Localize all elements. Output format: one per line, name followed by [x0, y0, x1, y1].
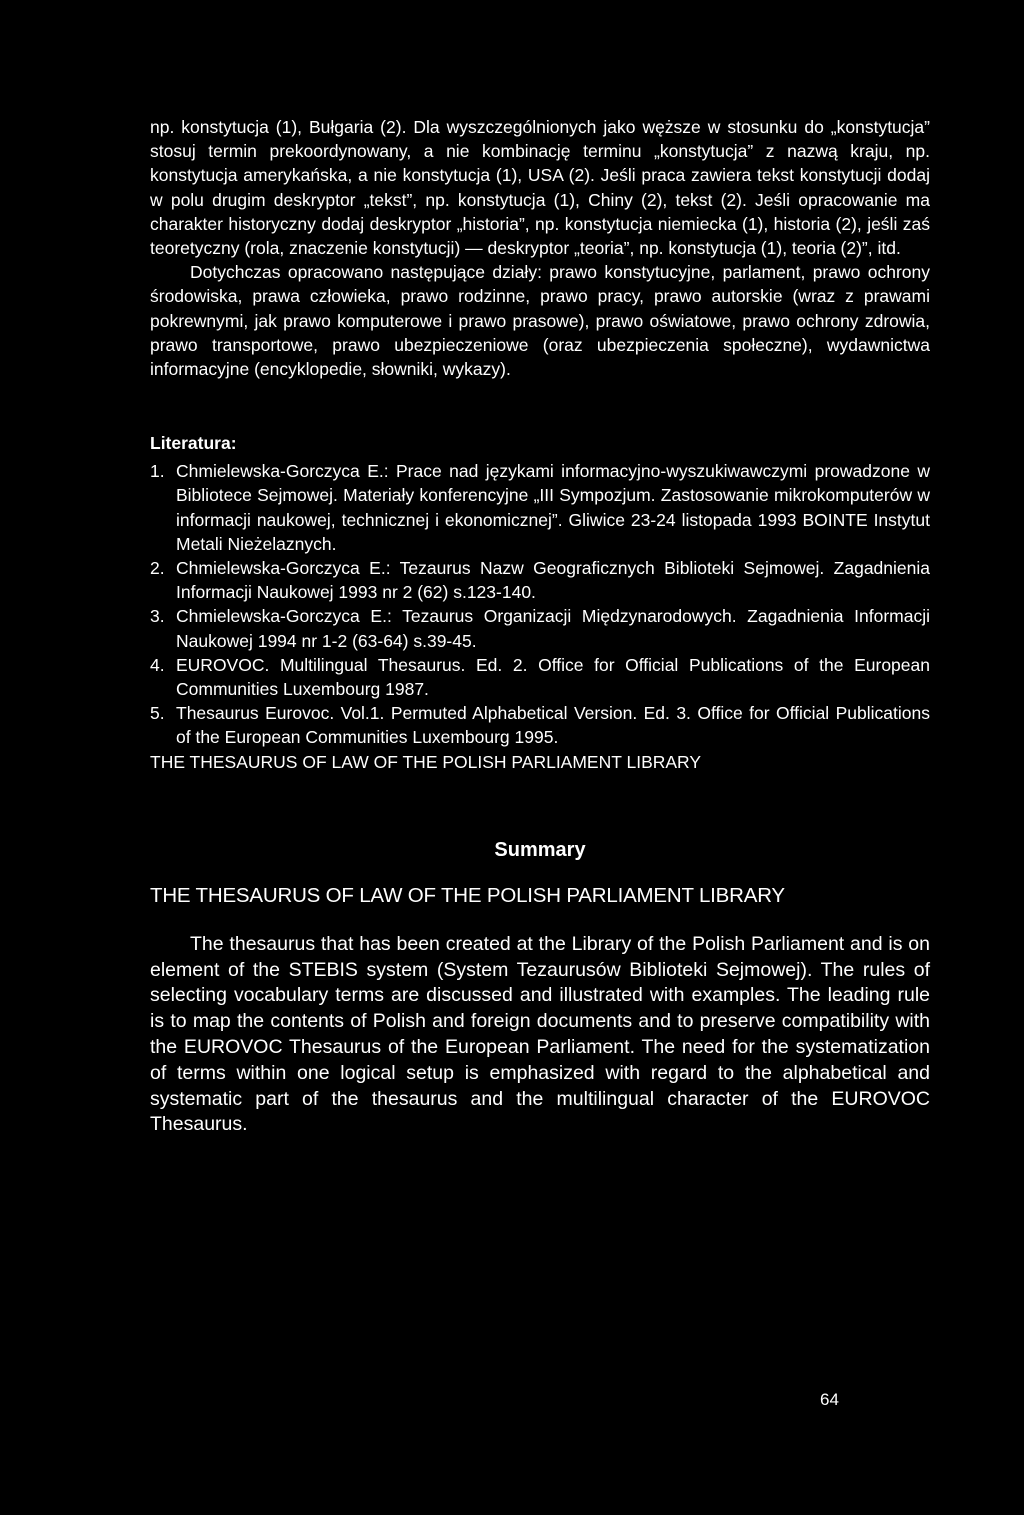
reference-number: 2. — [150, 558, 165, 579]
english-title-line: THE THESAURUS OF LAW OF THE POLISH PARLIAMENT LIBRARY — [150, 751, 702, 772]
reference-item — [150, 604, 930, 652]
intro-paragraph: np. konstytucja (1), Bułgaria (2). Dla wyszczególnionych jako węższe w stosunku do „konstytucja” stosuj termin prekoordynowany, a nie kombinację terminu „konstytucja” z nazwą kraju, np. konstytucja amerykańska, a nie konstytucja (1), USA (2). Jeśli praca zawiera tekst konstytucji dodaj w polu drugim deskryptor „tekst”, np. konstytucja (1), Chiny (2), tekst (2). Jeśli opracowanie ma charakter historyczny dodaj deskryptor „historia”, np. konstytucja niemiecka (1), historia (2), jeśli zaś teoretyczny (rola, znaczenie konstytucji) — deskryptor „teoria”, np. konstytucja (1), teoria (2)”, itd. — [150, 117, 930, 259]
reference-item — [150, 556, 930, 604]
literature-heading: Literatura: — [150, 433, 237, 454]
reference-text: Chmielewska-Gorczyca E.: Prace nad językami informacyjno-wyszukiwawczymi prowadzone w Bibliotece Sejmowej. Materiały konferencyjne „III Sympozjum. Zastosowanie mikrokomputerów w informacji naukowej, technicznej i ekonomicznej”. Gliwice 23-24 listopada 1993 BOINTE Instytut Metali Nieżelaznych. — [176, 461, 930, 554]
reference-text: Chmielewska-Gorczyca E.: Tezaurus Organizacji Międzynarodowych. Zagadnienia Informacji Naukowej 1994 nr 1-2 (63-64) s.39-45. — [176, 606, 930, 651]
reference-text: Thesaurus Eurovoc. Vol.1. Permuted Alphabetical Version. Ed. 3. Office for Official Publications of the European Communities Luxembourg 1995. — [176, 703, 930, 748]
document-page — [150, 115, 930, 1138]
reference-item — [150, 459, 930, 556]
reference-item — [150, 653, 930, 701]
literature-section — [150, 431, 930, 774]
reference-list — [150, 459, 930, 749]
reference-text: Chmielewska-Gorczyca E.: Tezaurus Nazw Geograficznych Biblioteki Sejmowej. Zagadnienia Informacji Naukowej 1993 nr 2 (62) s.123-140. — [176, 558, 930, 603]
summary-section — [150, 836, 930, 1138]
summary-title: THE THESAURUS OF LAW OF THE POLISH PARLIAMENT LIBRARY — [150, 883, 785, 907]
summary-heading: Summary — [494, 838, 586, 861]
reference-number: 5. — [150, 703, 165, 724]
summary-text: The thesaurus that has been created at the Library of the Polish Parliament and is on element of the STEBIS system (System Tezaurusów Biblioteki Sejmowej). The rules of selecting vocabulary terms are discussed and illustrated with examples. The leading rule is to map the contents of Polish and foreign documents and to preserve compatibility with the EUROVOC Thesaurus of the European Parliament. The need for the systematization of terms within one logical setup is emphasized with regard to the alphabetical and systematic part of the thesaurus and the multilingual character of the EUROVOC Thesaurus. — [150, 932, 930, 1136]
page-number: 64 — [820, 1390, 839, 1409]
reference-number: 4. — [150, 654, 165, 675]
reference-text: EUROVOC. Multilingual Thesaurus. Ed. 2. Office for Official Publications of the European Communities Luxembourg 1987. — [176, 654, 930, 700]
reference-number: 1. — [150, 461, 165, 482]
reference-item — [150, 701, 930, 749]
sections-paragraph: Dotychczas opracowano następujące działy: prawo konstytucyjne, parlament, prawo ochrony środowiska, prawa człowieka, prawo rodzinne, prawo pracy, prawo autorskie (wraz z prawami pokrewnymi, jak prawo komputerowe i prawo prasowe), prawo oświatowe, prawo ochrony zdrowia, prawo transportowe, prawo ubezpieczeniowe (oraz ubezpieczenia społeczne), wydawnictwa informacyjne (encyklopedie, słowniki, wykazy). — [150, 262, 930, 380]
reference-number: 3. — [150, 606, 165, 627]
